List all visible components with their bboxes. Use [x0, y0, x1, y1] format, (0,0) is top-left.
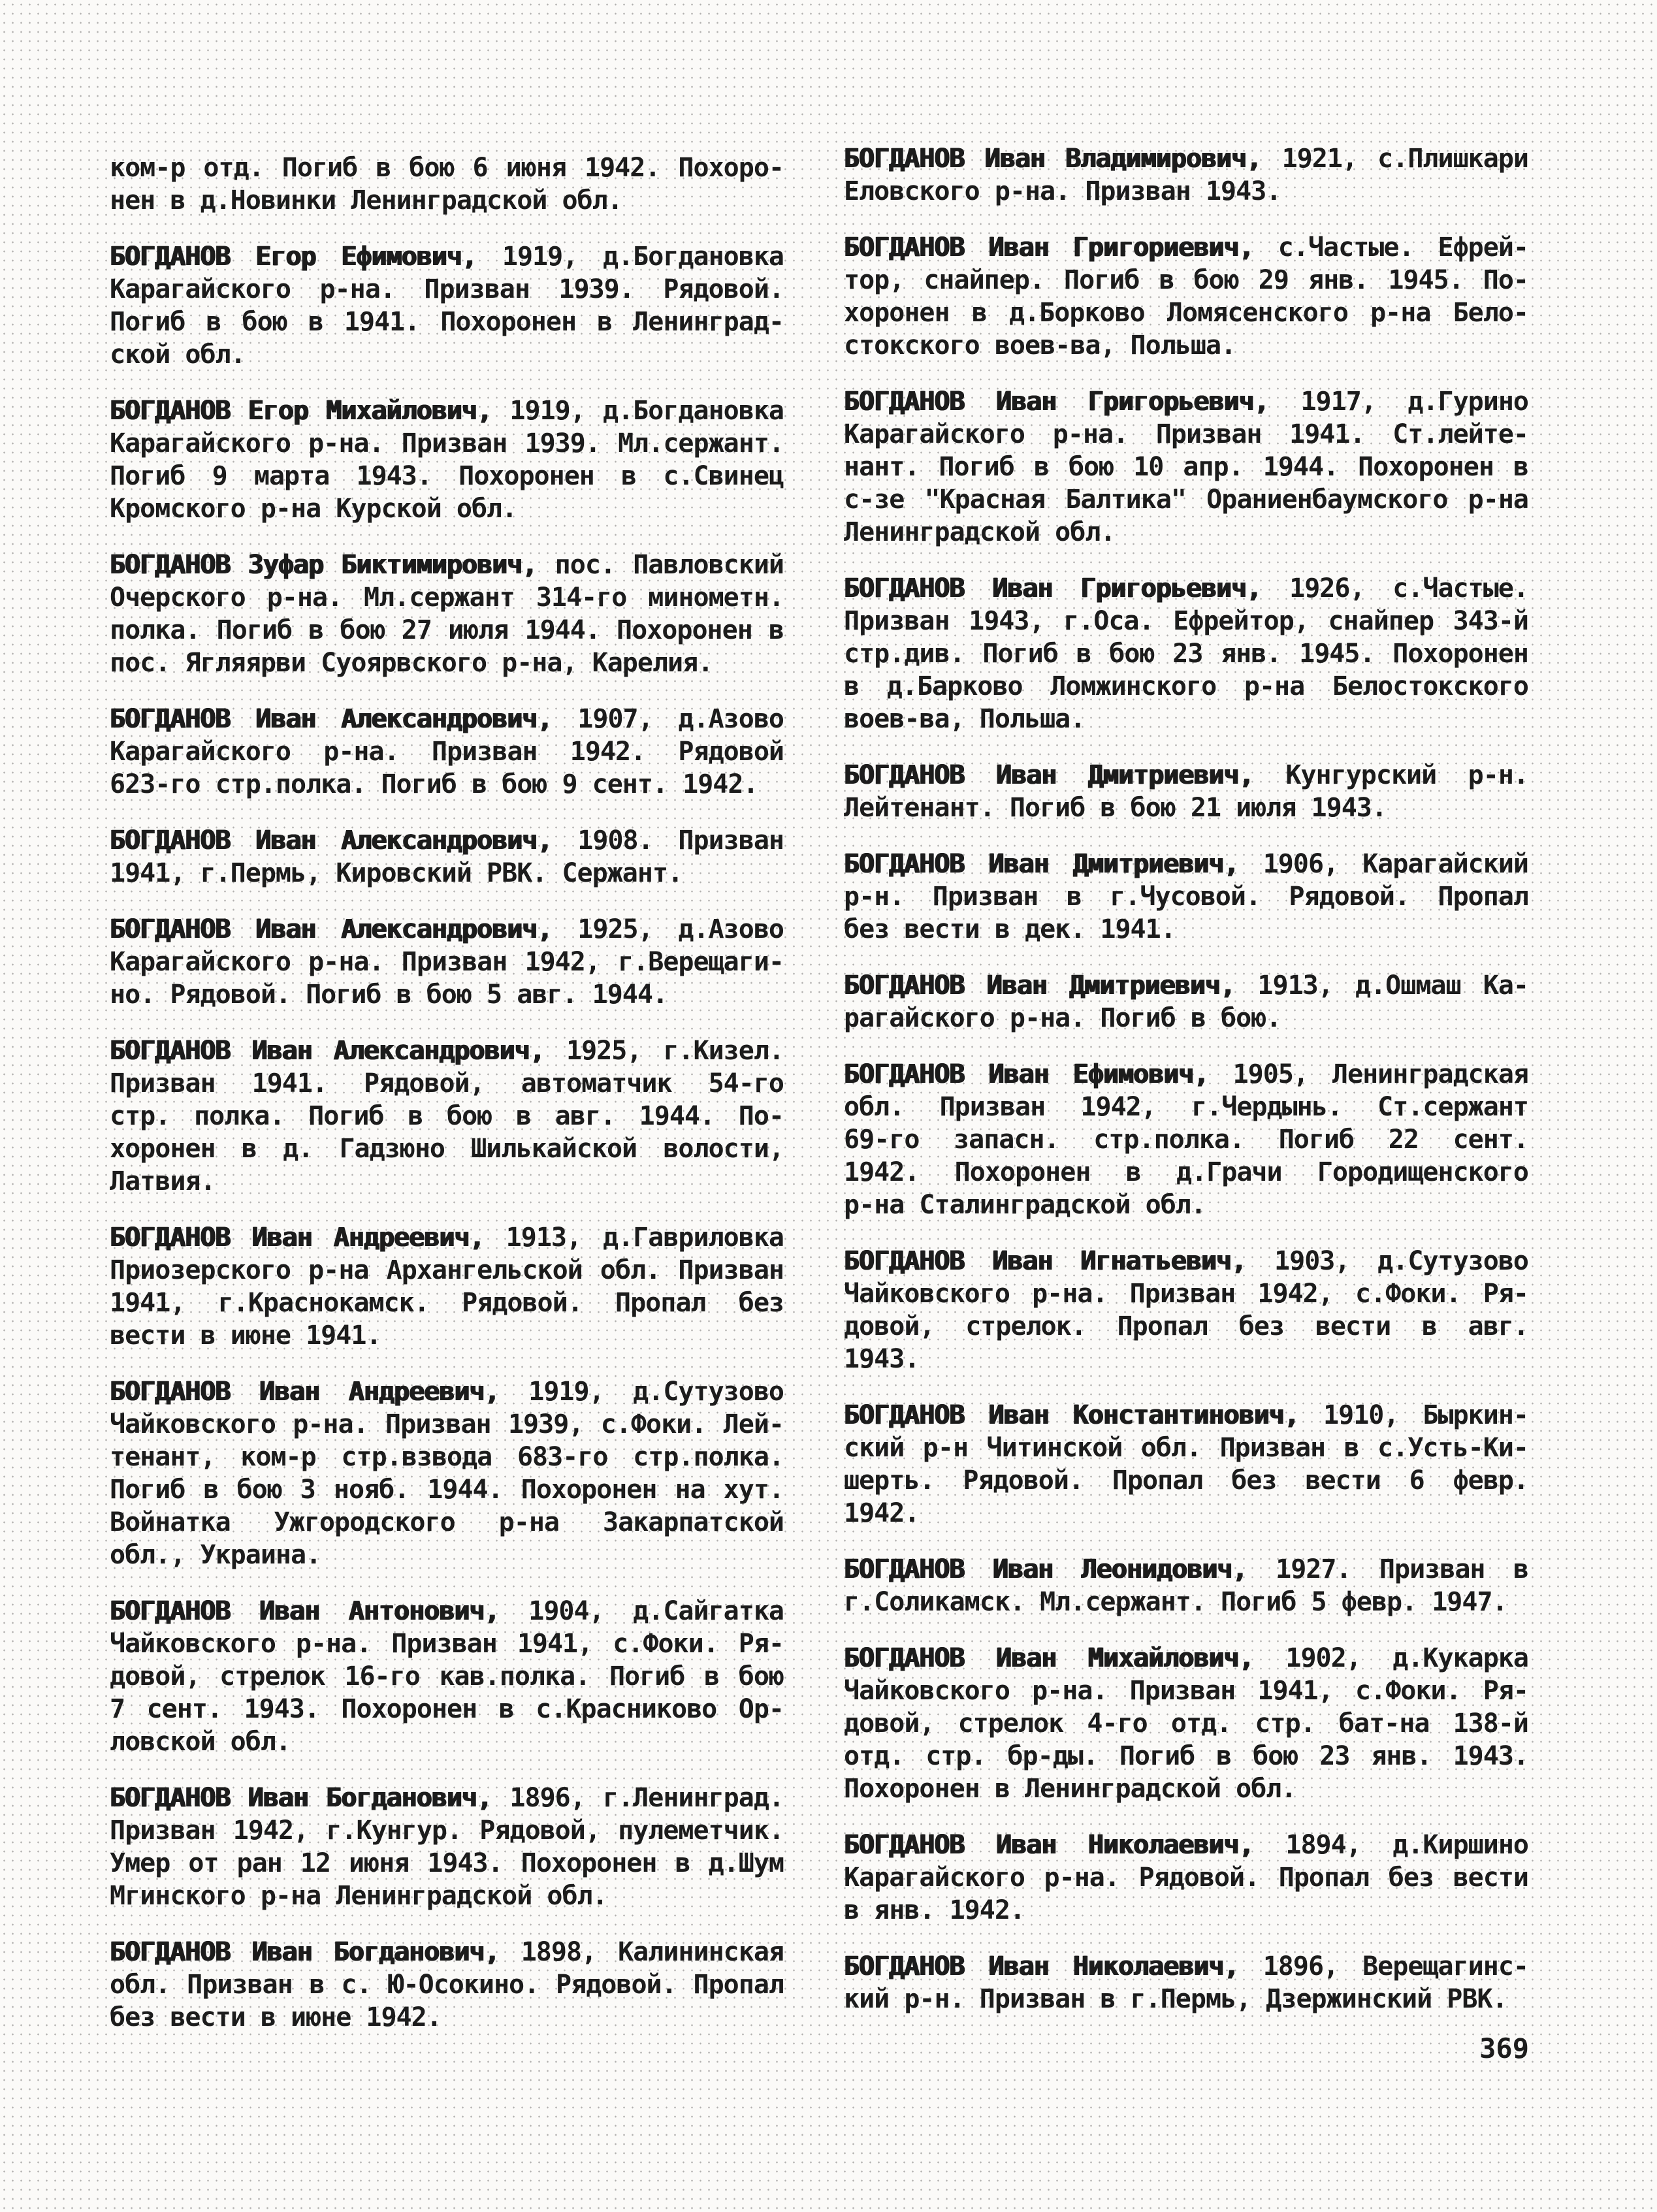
- entry-line: полка. Погиб в бою 27 июля 1944. Похоронен в: [110, 615, 784, 645]
- entry-line: БОГДАНОВ Иван Дмитриевич, Кунгурский р-н.: [844, 760, 1528, 790]
- entry-line: обл. Призван 1942, г.Чердынь. Ст.сержант: [844, 1092, 1528, 1122]
- entry-person-name: БОГДАНОВ Иван Игнатьевич,: [844, 1246, 1247, 1276]
- entry-line: ком-р отд. Погиб в бою 6 июня 1942. Похоро-: [110, 153, 784, 183]
- entry-line: БОГДАНОВ Иван Дмитриевич, 1913, д.Ошмаш Ка-: [844, 970, 1528, 1001]
- entry-line: 623-го стр.полка. Погиб в бою 9 сент. 1942.: [110, 769, 758, 799]
- entry-line: довой, стрелок 4-го отд. стр. бат-на 138-й: [844, 1708, 1528, 1739]
- entry-line: Чайковского р-на. Призван 1942, с.Фоки. Ря-: [844, 1279, 1528, 1309]
- entry-person-name: БОГДАНОВ Иван Богданович,: [110, 1783, 492, 1813]
- memorial-entry: [844, 1829, 1528, 1927]
- entry-line: Приозерского р-на Архангельской обл. Призван: [110, 1255, 784, 1285]
- entry-person-name: БОГДАНОВ Иван Константинович,: [844, 1400, 1300, 1430]
- entry-line: БОГДАНОВ Иван Дмитриевич, 1906, Карагайский: [844, 849, 1528, 879]
- entry-line: без вести в июне 1942.: [110, 2002, 442, 2032]
- memorial-entry: [844, 1950, 1528, 2015]
- entry-person-name: БОГДАНОВ Иван Николаевич,: [844, 1830, 1254, 1860]
- entry-person-name: БОГДАНОВ Иван Богданович,: [110, 1937, 500, 1967]
- entry-line: БОГДАНОВ Иван Александрович, 1908. Призван: [110, 825, 784, 856]
- entry-person-name: БОГДАНОВ Иван Александрович,: [110, 1036, 545, 1066]
- entry-line: 1942.: [844, 1498, 920, 1528]
- entry-line: БОГДАНОВ Иван Андреевич, 1919, д.Сутузово: [110, 1377, 784, 1407]
- entry-line: тенант, ком-р стр.взвода 683-го стр.полка.: [110, 1442, 784, 1472]
- entry-line: БОГДАНОВ Иван Игнатьевич, 1903, д.Сутузово: [844, 1246, 1528, 1276]
- entry-line: Призван 1943, г.Оса. Ефрейтор, снайпер 343-й: [844, 606, 1528, 636]
- entry-person-name: БОГДАНОВ Иван Леонидович,: [844, 1554, 1247, 1584]
- entry-line: Карагайского р-на. Призван 1939. Мл.сержант.: [110, 428, 784, 458]
- memorial-entry: [110, 394, 784, 525]
- entry-person-name: БОГДАНОВ Иван Александрович,: [110, 704, 553, 734]
- entry-line: нен в д.Новинки Ленинградской обл.: [110, 185, 622, 216]
- entry-line: Погиб в бою в 1941. Похоронен в Ленинград-: [110, 307, 784, 337]
- entry-person-name: БОГДАНОВ Егор Михайлович,: [110, 396, 492, 426]
- memorial-entry: [844, 385, 1528, 549]
- entry-line: воев-ва, Польша.: [844, 704, 1086, 734]
- entry-line: 1941, г.Краснокамск. Рядовой. Пропал без: [110, 1288, 784, 1318]
- entry-line: БОГДАНОВ Иван Константинович, 1910, Быркин-: [844, 1400, 1528, 1430]
- entry-line: Карагайского р-на. Призван 1942. Рядовой: [110, 737, 784, 767]
- entry-line: Карагайского р-на. Призван 1942, г.Верещаги-: [110, 947, 784, 977]
- memorial-entry: [110, 152, 784, 217]
- entry-line: стр.див. Погиб в бою 23 янв. 1945. Похоронен: [844, 639, 1528, 669]
- entry-line: в д.Барково Ломжинского р-на Белостокского: [844, 671, 1528, 701]
- entry-person-name: БОГДАНОВ Иван Дмитриевич,: [844, 970, 1236, 1001]
- entry-line: Погиб в бою 3 нояб. 1944. Похоронен на хут.: [110, 1475, 784, 1505]
- memorial-entry: [844, 1399, 1528, 1530]
- entry-line: БОГДАНОВ Иван Александрович, 1925, г.Кизел.: [110, 1036, 784, 1066]
- memorial-entry: [844, 142, 1528, 208]
- entry-person-name: БОГДАНОВ Иван Николаевич,: [844, 1951, 1239, 1981]
- entry-line: 1941, г.Пермь, Кировский РВК. Сержант.: [110, 858, 683, 888]
- entry-line: стокского воев-ва, Польша.: [844, 330, 1236, 361]
- memorial-entry: [110, 1034, 784, 1198]
- entry-line: Мгинского р-на Ленинградской обл.: [110, 1881, 607, 1911]
- entry-line: тор, снайпер. Погиб в бою 29 янв. 1945. По-: [844, 265, 1528, 295]
- entry-person-name: БОГДАНОВ Иван Михайлович,: [844, 1643, 1254, 1673]
- memorial-entry: [110, 549, 784, 679]
- entry-line: довой, стрелок 16-го кав.полка. Погиб в бою: [110, 1661, 784, 1691]
- entry-person-name: БОГДАНОВ Иван Ефимович,: [844, 1059, 1209, 1089]
- entry-person-name: БОГДАНОВ Иван Александрович,: [110, 914, 553, 944]
- entry-line: БОГДАНОВ Иван Богданович, 1898, Калининская: [110, 1937, 784, 1967]
- entry-line: БОГДАНОВ Иван Григориевич, с.Частые. Ефрей-: [844, 232, 1528, 263]
- entry-line: Погиб 9 марта 1943. Похоронен в с.Свинец: [110, 461, 784, 491]
- entry-line: без вести в дек. 1941.: [844, 914, 1176, 944]
- entry-line: Карагайского р-на. Призван 1941. Ст.лейте-: [844, 419, 1528, 449]
- entry-line: Латвия.: [110, 1166, 216, 1196]
- entry-line: БОГДАНОВ Иван Ефимович, 1905, Ленинградская: [844, 1059, 1528, 1089]
- entry-line: БОГДАНОВ Иван Григорьевич, 1917, д.Гурино: [844, 387, 1528, 417]
- entry-line: БОГДАНОВ Егор Михайлович, 1919, д.Богдановка: [110, 396, 784, 426]
- entry-line: Призван 1941. Рядовой, автоматчик 54-го: [110, 1068, 784, 1098]
- memorial-entry: [110, 240, 784, 371]
- memorial-entry: [110, 1221, 784, 1352]
- entry-line: БОГДАНОВ Иван Григорьевич, 1926, с.Частые.: [844, 573, 1528, 603]
- memorial-entry: [110, 913, 784, 1011]
- memorial-entry: [110, 703, 784, 801]
- entry-person-name: БОГДАНОВ Иван Григориевич,: [844, 232, 1254, 263]
- memorial-entry: [110, 1375, 784, 1571]
- entry-line: 1943.: [844, 1344, 920, 1374]
- entry-line: БОГДАНОВ Иван Александрович, 1925, д.Азово: [110, 914, 784, 944]
- entry-line: БОГДАНОВ Иван Николаевич, 1896, Верещагинс-: [844, 1951, 1528, 1981]
- entry-person-name: БОГДАНОВ Иван Григорьевич,: [844, 387, 1269, 417]
- memorial-entry: [110, 1782, 784, 1912]
- entry-line: 1942. Похоронен в д.Грачи Городищенского: [844, 1157, 1528, 1187]
- entry-line: в янв. 1942.: [844, 1895, 1025, 1925]
- memorial-entry: [844, 231, 1528, 362]
- entry-line: рагайского р-на. Погиб в бою.: [844, 1003, 1281, 1033]
- entry-line: стр. полка. Погиб в бою в авг. 1944. По-: [110, 1101, 784, 1131]
- memorial-entry: [844, 969, 1528, 1034]
- entry-line: БОГДАНОВ Иван Андреевич, 1913, д.Гавриловка: [110, 1223, 784, 1253]
- entry-line: БОГДАНОВ Иван Антонович, 1904, д.Сайгатка: [110, 1596, 784, 1626]
- entry-line: хоронен в д. Гадзюно Шилькайской волости,: [110, 1134, 784, 1164]
- entry-line: БОГДАНОВ Иван Богданович, 1896, г.Ленинград.: [110, 1783, 784, 1813]
- right-text-column: [844, 142, 1528, 2015]
- memorial-entry: [844, 1553, 1528, 1618]
- entry-line: БОГДАНОВ Иван Александрович, 1907, д.Азово: [110, 704, 784, 734]
- entry-line: обл. Призван в с. Ю-Осокино. Рядовой. Пропал: [110, 1970, 784, 2000]
- entry-person-name: БОГДАНОВ Иван Владимирович,: [844, 144, 1262, 174]
- entry-line: БОГДАНОВ Иван Михайлович, 1902, д.Кукарка: [844, 1643, 1528, 1673]
- entry-line: Кромского р-на Курской обл.: [110, 494, 517, 524]
- entry-person-name: БОГДАНОВ Иван Александрович,: [110, 825, 553, 856]
- entry-line: ской обл.: [110, 340, 246, 370]
- entry-line: кий р-н. Призван в г.Пермь, Дзержинский РВК.: [844, 1984, 1507, 2014]
- entry-line: Похоронен в Ленинградской обл.: [844, 1774, 1296, 1804]
- left-text-column: [110, 152, 784, 2034]
- entry-person-name: БОГДАНОВ Иван Григорьевич,: [844, 573, 1262, 603]
- memorial-entry: [844, 572, 1528, 735]
- entry-line: ский р-н Читинской обл. Призван в с.Усть-Ки-: [844, 1433, 1528, 1463]
- entry-person-name: БОГДАНОВ Егор Ефимович,: [110, 242, 477, 272]
- entry-line: БОГДАНОВ Зуфар Биктимирович, пос. Павловский: [110, 550, 784, 580]
- entry-line: обл., Украина.: [110, 1540, 321, 1570]
- memorial-entry: [844, 759, 1528, 824]
- entry-line: шерть. Рядовой. Пропал без вести 6 февр.: [844, 1466, 1528, 1496]
- entry-line: довой, стрелок. Пропал без вести в авг.: [844, 1311, 1528, 1341]
- entry-person-name: БОГДАНОВ Иван Андреевич,: [110, 1223, 485, 1253]
- entry-line: р-на Сталинградской обл.: [844, 1190, 1206, 1220]
- entry-line: Чайковского р-на. Призван 1939, с.Фоки. Лей-: [110, 1409, 784, 1439]
- entry-line: Чайковского р-на. Призван 1941, с.Фоки. Ря-: [844, 1676, 1528, 1706]
- entry-line: 69-го запасн. стр.полка. Погиб 22 сент.: [844, 1125, 1528, 1155]
- entry-line: Чайковского р-на. Призван 1941, с.Фоки. Ря-: [110, 1629, 784, 1659]
- entry-line: Умер от ран 12 июня 1943. Похоронен в д.Шум: [110, 1848, 784, 1878]
- entry-line: нант. Погиб в бою 10 апр. 1944. Похоронен в: [844, 452, 1528, 482]
- entry-line: Очерского р-на. Мл.сержант 314-го минометн.: [110, 583, 784, 613]
- entry-line: Призван 1942, г.Кунгур. Рядовой, пулеметчик.: [110, 1816, 784, 1846]
- entry-line: 7 сент. 1943. Похоронен в с.Красниково Ор-: [110, 1694, 784, 1724]
- entry-line: Ленинградской обл.: [844, 517, 1116, 547]
- entry-line: БОГДАНОВ Иван Леонидович, 1927. Призван в: [844, 1554, 1528, 1584]
- entry-line: но. Рядовой. Погиб в бою 5 авг. 1944.: [110, 980, 668, 1010]
- entry-line: пос. Ягляярви Суоярвского р-на, Карелия.: [110, 648, 713, 678]
- memorial-entry: [844, 1642, 1528, 1805]
- memorial-entry: [844, 1058, 1528, 1221]
- entry-line: вести в июне 1941.: [110, 1321, 381, 1351]
- entry-line: Лейтенант. Погиб в бою 21 июля 1943.: [844, 793, 1387, 823]
- entry-line: хоронен в д.Борково Ломясенского р-на Бело-: [844, 298, 1528, 328]
- entry-line: БОГДАНОВ Иван Николаевич, 1894, д.Киршино: [844, 1830, 1528, 1860]
- entry-person-name: БОГДАНОВ Иван Дмитриевич,: [844, 760, 1254, 790]
- entry-line: р-н. Призван в г.Чусовой. Рядовой. Пропал: [844, 882, 1528, 912]
- memorial-entry: [844, 848, 1528, 946]
- entry-line: ловской обл.: [110, 1727, 291, 1757]
- entry-line: Карагайского р-на. Призван 1939. Рядовой.: [110, 274, 784, 304]
- entry-person-name: БОГДАНОВ Зуфар Биктимирович,: [110, 550, 538, 580]
- entry-person-name: БОГДАНОВ Иван Дмитриевич,: [844, 849, 1239, 879]
- memorial-entry: [110, 824, 784, 890]
- entry-person-name: БОГДАНОВ Иван Андреевич,: [110, 1377, 500, 1407]
- entry-line: с-зе "Красная Балтика" Ораниенбаумского р-на: [844, 485, 1528, 515]
- entry-line: отд. стр. бр-ды. Погиб в бою 23 янв. 1943.: [844, 1741, 1528, 1771]
- memorial-entry: [110, 1595, 784, 1758]
- entry-line: Карагайского р-на. Рядовой. Пропал без вести: [844, 1863, 1528, 1893]
- entry-line: БОГДАНОВ Егор Ефимович, 1919, д.Богдановка: [110, 242, 784, 272]
- entry-line: г.Соликамск. Мл.сержант. Погиб 5 февр. 1947.: [844, 1587, 1507, 1617]
- entry-person-name: БОГДАНОВ Иван Антонович,: [110, 1596, 500, 1626]
- memorial-entry: [844, 1245, 1528, 1375]
- entry-line: Войнатка Ужгородского р-на Закарпатской: [110, 1507, 784, 1537]
- page-number: 369: [1479, 2032, 1529, 2064]
- memorial-entry: [110, 1936, 784, 2034]
- entry-line: БОГДАНОВ Иван Владимирович, 1921, с.Плишкари: [844, 144, 1528, 174]
- entry-line: Еловского р-на. Призван 1943.: [844, 176, 1281, 206]
